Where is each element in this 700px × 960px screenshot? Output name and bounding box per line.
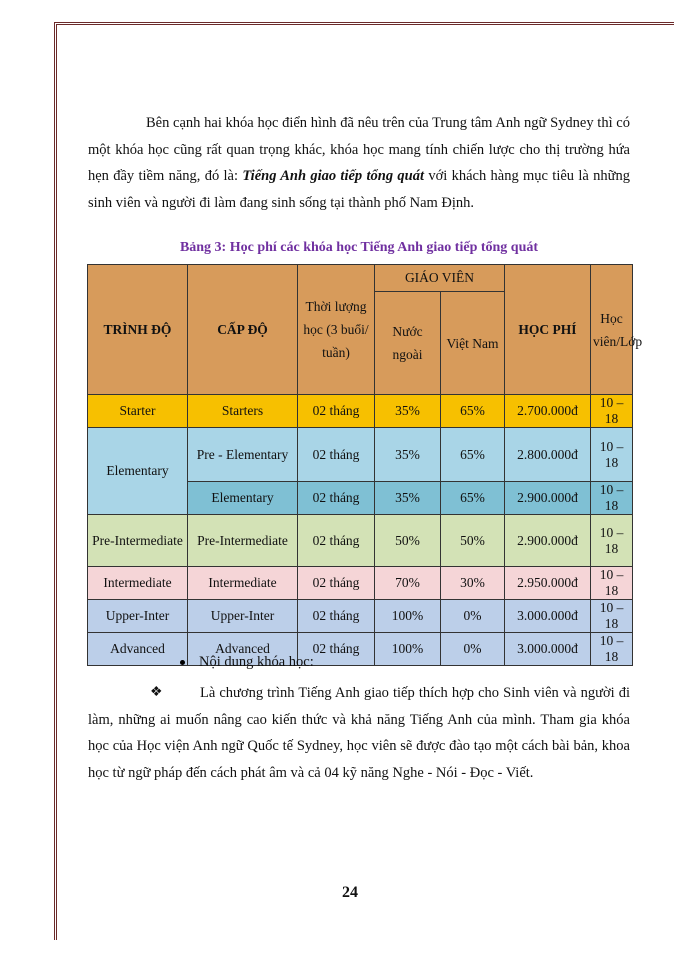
course-name-highlight: Tiếng Anh giao tiếp tổng quát [242, 168, 424, 184]
cell-vietnam: 0% [441, 600, 505, 633]
cell-level: Pre-Intermediate [88, 515, 188, 567]
header-foreign: Nước ngoài [375, 292, 441, 395]
cell-students: 10 – 18 [591, 515, 633, 567]
cell-foreign: 35% [375, 482, 441, 515]
cell-fee: 3.000.000đ [505, 633, 591, 666]
bullet-dot-icon [180, 660, 185, 665]
fee-table [87, 264, 643, 666]
header-students: Học viên/Lớp [591, 265, 633, 395]
cell-grade: Pre - Elementary [188, 428, 298, 482]
header-vietnam: Việt Nam [441, 292, 505, 395]
cell-fee: 2.800.000đ [505, 428, 591, 482]
cell-grade: Advanced [188, 633, 298, 666]
cell-foreign: 50% [375, 515, 441, 567]
header-grade: CẤP ĐỘ [188, 265, 298, 395]
header-fee: HỌC PHÍ [505, 265, 591, 395]
cell-level: Upper-Inter [88, 600, 188, 633]
cell-vietnam: 65% [441, 482, 505, 515]
cell-students: 10 – 18 [591, 600, 633, 633]
cell-students: 10 – 18 [591, 395, 633, 428]
bullet-label: Nội dung khóa học: [199, 654, 314, 670]
cell-duration: 02 tháng [298, 428, 375, 482]
cell-duration: 02 tháng [298, 395, 375, 428]
cell-fee: 2.900.000đ [505, 482, 591, 515]
cell-fee: 2.900.000đ [505, 515, 591, 567]
table-row [88, 600, 633, 633]
cell-fee: 2.950.000đ [505, 567, 591, 600]
cell-level: Advanced [88, 633, 188, 666]
header-duration: Thời lượng học (3 buổi/ tuần) [298, 265, 375, 395]
cell-grade: Pre-Intermediate [188, 515, 298, 567]
page-number: 24 [342, 884, 358, 901]
cell-vietnam: 65% [441, 395, 505, 428]
cell-vietnam: 65% [441, 428, 505, 482]
intro-paragraph: Bên cạnh hai khóa học điển hình đã nêu trên của Trung tâm Anh ngữ Sydney thì có một khóa học cũng rất quan trọng khác, khóa học mang tính chiến lược cho thị trường hứa hẹn đầy tiềm năng, đó là: Tiếng Anh giao tiếp tổng quát với khách hàng mục tiêu là những sinh viên và người đi làm đang sinh sống tại thành phố Nam Định. [88, 115, 630, 211]
cell-students: 10 – 18 [591, 567, 633, 600]
cell-fee: 2.700.000đ [505, 395, 591, 428]
cell-fee: 3.000.000đ [505, 600, 591, 633]
cell-vietnam: 0% [441, 633, 505, 666]
cell-level: Intermediate [88, 567, 188, 600]
content-bullet [180, 654, 314, 671]
table-row [88, 515, 633, 567]
cell-duration: 02 tháng [298, 482, 375, 515]
cell-duration: 02 tháng [298, 600, 375, 633]
cell-duration: 02 tháng [298, 567, 375, 600]
cell-vietnam: 50% [441, 515, 505, 567]
cell-grade: Intermediate [188, 567, 298, 600]
header-teachers: GIÁO VIÊN [375, 265, 505, 292]
cell-foreign: 100% [375, 600, 441, 633]
cell-students: 10 – 18 [591, 633, 633, 666]
table-caption: Bảng 3: Học phí các khóa học Tiếng Anh giao tiếp tổng quát [179, 240, 539, 255]
cell-vietnam: 30% [441, 567, 505, 600]
content-paragraph: Là chương trình Tiếng Anh giao tiếp thích hợp cho Sinh viên và người đi làm, những ai muốn nâng cao kiến thức và khả năng Tiếng Anh của mình. Tham gia khóa học của Học viện Anh ngữ Quốc tế Sydney, học viên sẽ được đào tạo một cách bài bản, khoa học từ ngữ pháp đến cách phát âm và cả 04 kỹ năng Nghe - Nói - Đọc - Viết. [88, 685, 630, 781]
cell-students: 10 – 18 [591, 428, 633, 482]
diamond-bullet-icon: ❖ [150, 685, 163, 700]
table-row [88, 567, 633, 600]
cell-grade: Elementary [188, 482, 298, 515]
cell-duration: 02 tháng [298, 633, 375, 666]
table-row [88, 633, 633, 666]
cell-foreign: 70% [375, 567, 441, 600]
cell-foreign: 35% [375, 395, 441, 428]
header-level: TRÌNH ĐỘ [88, 265, 188, 395]
cell-grade: Upper-Inter [188, 600, 298, 633]
cell-duration: 02 tháng [298, 515, 375, 567]
table-row [88, 428, 633, 482]
cell-foreign: 100% [375, 633, 441, 666]
cell-level: Starter [88, 395, 188, 428]
cell-foreign: 35% [375, 428, 441, 482]
table-row [88, 395, 633, 428]
cell-level: Elementary [88, 428, 188, 515]
cell-grade: Starters [188, 395, 298, 428]
cell-students: 10 – 18 [591, 482, 633, 515]
